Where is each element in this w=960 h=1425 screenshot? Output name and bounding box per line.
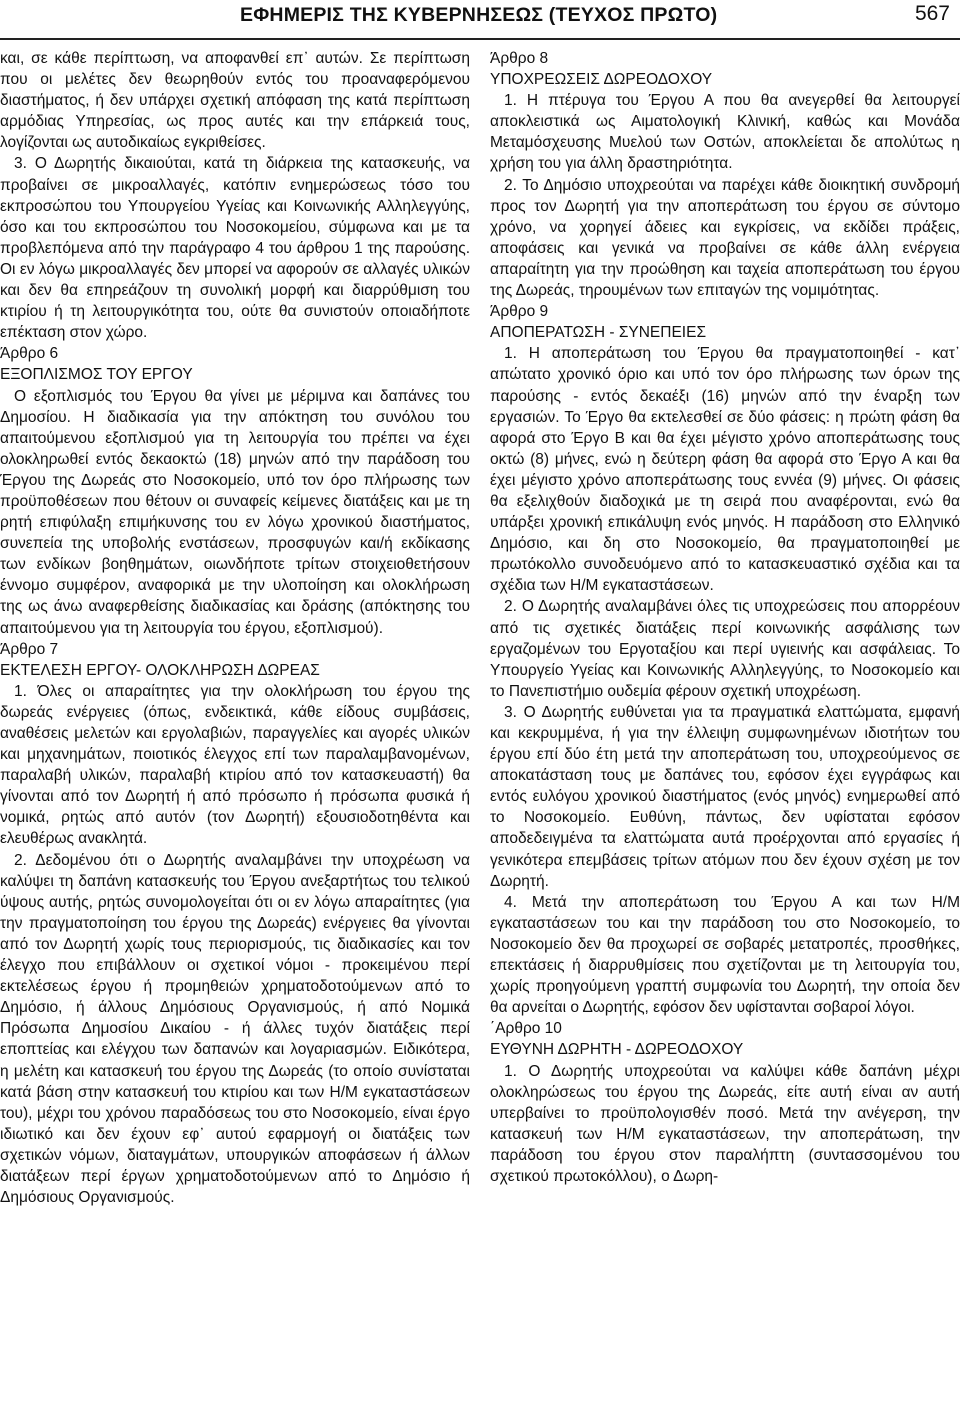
- paragraph: Ο εξοπλισμός του Έργου θα γίνει με μέριμνα και δαπάνες του Δημοσίου. Η διαδικασία για την απόκτηση του συνόλου του απαιτούμενου εξοπλισμού για τη λειτουργία του πρέπει να έχει ολοκληρωθεί εντός δεκαοκτώ (18) μηνών από την παράδοση του Έργου της Δωρεάς στο Νοσοκομείο, υπό τον όρο πλήρωσης των προϋποθέσεων που θέτουν οι συναφείς κείμενες διατάξεις και με τη ρητή επιφύλαξη επιμήκυνσης του εν λόγω χρονικού διαστήματος, συνεπεία της υποβολής ενστάσεων, προσφυγών και/ή εκδίκασης των ενδίκων βοηθημάτων, οιωνδήποτε τρίτων στοιχειοθετήσουν έννομο συμφέρον, αναφορικά με την υλοποίηση και ολοκλήρωση της ως άνω αναφερθείσης διαδικασίας και δράσης (απόκτησης του απαιτούμενου για τη λειτουργία του έργου, εξοπλισμού).: [0, 387, 470, 637]
- page-number: 567: [914, 2, 950, 25]
- page-header: [0, 0, 960, 40]
- article-7-title: ΕΚΤΕΛΕΣΗ ΕΡΓΟΥ- ΟΛΟΚΛΗΡΩΣΗ ΔΩΡΕΑΣ: [0, 661, 320, 679]
- paragraph: και, σε κάθε περίπτωση, να αποφανθεί επ᾽ αυτών. Σε περίπτωση που οι μελέτες δεν θεωρηθούν εντός του προαναφερόμενου διαστήματος, ή δεν υπάρχει σχετική απόφαση της κατά περίπτωση αρμόδιας Υπηρεσίας, ως προς αυτές και την επάρκειά τους, λογίζονται ως αυτοδικαίως εγκριθείσες.: [0, 50, 470, 152]
- left-column: [0, 48, 470, 1208]
- paragraph: 3. Ο Δωρητής ευθύνεται για τα πραγματικά ελαττώματα, εμφανή και κεκρυμμένα, ή για την έλλειψη συμφωνημένων ιδιοτήτων του έργου επί δύο έτη μετά την αποπεράτωση του, υποχρεούμενος σε αποκατάσταση τους με δαπάνες του, εφόσον έχει εγγράφως και εντός ευλόγου χρονικού διαστήματος (ενός μηνός) ενημερωθεί από το Νοσοκομείο. Ευθύνη, πάντως, δεν υφίσταται εφόσον αποδεδειγμένα τα ελαττώματα αυτά προέρχονται από εργασίες ή γενικότερα επεμβάσεις τρίτων ατόμων που δεν έχουν σχέση με τον Δωρητή.: [490, 703, 960, 890]
- paragraph: 1. Η αποπεράτωση του Έργου θα πραγματοποιηθεί - κατ᾽ απώτατο χρονικό όριο και υπό τον όρο πλήρωσης των όρων της παρούσης - εντός δεκαέξι (16) μηνών από την έναρξη των εργασιών. Το Έργο θα εκτελεσθεί σε δύο φάσεις: η πρώτη φάση θα αφορά στο Έργο Β και θα έχει μέγιστο χρόνο αποπεράτωσης τους οκτώ (8) μήνες, ενώ η δεύτερη φάση θα αφορά στο Έργο Α και θα έχει μέγιστο χρόνο αποπεράτωσης τους εννέα (9) μήνες. Οι φάσεις θα εξελιχθούν διαδοχικά με τη σειρά που αναφέρονται, ενώ θα υπάρξει χρονική επικάλυψη ενός μηνός. Η παράδοση στο Ελληνικό Δημόσιο, και δη στο Νοσοκομείο, θα πραγματοποιηθεί με πρωτόκολλο συνοδευόμενο από το κατασκευαστικό σχέδια και τα σχέδια των Η/Μ εγκαταστάσεων.: [490, 345, 960, 595]
- paragraph: 3. Ο Δωρητής δικαιούται, κατά τη διάρκεια της κατασκευής, να προβαίνει σε μικροαλλαγές, κατόπιν ενημερώσεως τόσο του εκπροσώπου του Υπουργείου Υγείας και Κοινωνικής Αλληλεγγύης, όσο και του εκπροσώπου του Νοσοκομείου, σύμφωνα και με τα προβλεπόμενα από την παράγραφο 4 του άρθρου 1 της παρούσης. Οι εν λόγω μικροαλλαγές δεν μπορεί να αφορούν σε αλλαγές υλικών και δεν θα επηρεάζουν τη συνολική μορφή και διαρρύθμιση του κτιρίου ή τη λειτουργικότητα του, ούτε θα συνιστούν οποιαδήποτε επέκταση στον χώρο.: [0, 155, 470, 342]
- paragraph: 2. Δεδομένου ότι ο Δωρητής αναλαμβάνει την υποχρέωση να καλύψει τη δαπάνη κατασκευής του Έργου ανεξαρτήτως του τελικού ύψους αυτής, ρητώς συνομολογείται ότι οι εν λόγω απαραίτητες (για την πραγματοποίηση του έργου της Δωρεάς) ενέργειες θα γίνονται από τον Δωρητή χωρίς τους περιορισμούς, τις διαδικασίες και τον έλεγχο που επιβάλλουν οι σχετικοί νόμοι - προκειμένου περί εκτελέσεως έργου ή προμηθειών χρηματοδοτούμενων από το Δημόσιο, ή άλλους Δημόσιους Οργανισμούς, ή από Νομικά Πρόσωπα Δημοσίου Δικαίου - ή άλλες τυχόν διατάξεις περί εποπτείας και ελέγχου των δαπανών και λογαριασμών. Ειδικότερα, η μελέτη και κατασκευή του έργου της Δωρεάς (το οποίο συνίσταται κατά βάση στην κατασκευή του κτιρίου και των Η/Μ εγκαταστάσεων του), μέχρι του χρόνου παραδόσεως του στο Νοσοκομείο, είναι έργο ιδιωτικό και δεν έχουν εφ᾽ αυτού εφαρμογή οι διατάξεις των σχετικών νόμων, διαταγμάτων, υπουργικών αποφάσεων ή άλλων διατάξεων περί έργων χρηματοδοτούμενων από το Δημόσιο ή Δημόσιους Οργανισμούς.: [0, 851, 470, 1207]
- article-6-title: ΕΞΟΠΛΙΣΜΟΣ ΤΟΥ ΕΡΓΟΥ: [0, 366, 193, 384]
- article-10-heading: ΄Αρθρο 10: [490, 1020, 562, 1038]
- paragraph: 1. Όλες οι απαραίτητες για την ολοκλήρωση του έργου της δωρεάς ενέργειες (όπως, ενδεικτικά, κάθε είδους συμβάσεις, αναθέσεις μελετών και εργολαβιών, παραγγελίες και αγορές υλικών και μηχανημάτων, ποιοτικός έλεγχος επί των παραλαμβανομένων, παραλαβή υλικών, παραλαβή κτιρίου από τον κατασκευαστή) θα γίνονται από τον Δωρητή ή από πρόσωπο ή πρόσωπα φυσικά ή νομικά, ρητώς από αυτόν (τον Δωρητή) εξουσιοδοτηθέντα και ελευθέρως ανακλητά.: [0, 682, 470, 848]
- article-9-title: ΑΠΟΠΕΡΑΤΩΣΗ - ΣΥΝΕΠΕΙΕΣ: [490, 324, 707, 342]
- article-10-title: ΕΥΘΥΝΗ ΔΩΡΗΤΗ - ΔΩΡΕΟΔΟΧΟΥ: [490, 1041, 744, 1059]
- paragraph: 1. Η πτέρυγα του Έργου Α που θα ανεγερθεί θα λειτουργεί αποκλειστικά ως Αιματολογική Κλινική, καθώς και Μονάδα Μεταμόσχευσης Μυελού των Οστών, αποκλείεται δε απολύτως η χρήση του για άλλη δραστηριότητα.: [490, 92, 960, 173]
- article-8-title: ΥΠΟΧΡΕΩΣΕΙΣ ΔΩΡΕΟΔΟΧΟΥ: [490, 71, 713, 89]
- article-7-heading: Άρθρο 7: [0, 640, 59, 658]
- paragraph: 2. Ο Δωρητής αναλαμβάνει όλες τις υποχρεώσεις που απορρέουν από τις σχετικές διατάξεις περί κοινωνικής ασφάλισης των εργαζομένων του Εργοταξίου και περί υγιεινής και ασφάλειας. Το Υπουργείο Υγείας και Κοινωνικής Αλληλεγγύης, το Νοσοκομείο και το Πανεπιστήμιο ουδεμία φέρουν σχετική υποχρέωση.: [490, 598, 960, 700]
- article-6-heading: Άρθρο 6: [0, 345, 59, 363]
- paragraph: 4. Μετά την αποπεράτωση του Έργου Α και των Η/Μ εγκαταστάσεων του και την παράδοση του στο Νοσοκομείο, το Νοσοκομείο δεν θα προχωρεί σε σοβαρές μετατροπές, προσθήκες, επεκτάσεις ή διαρρυθμίσεις που σχετίζονται με τη λειτουργία του, χωρίς προηγούμενη γραπτή συμφωνία του Δωρητή, την οποία δεν θα αρνείται ο Δωρητής, εφόσον δεν υφίστανται σοβαροί λόγοι.: [490, 893, 960, 1017]
- paragraph: 2. Το Δημόσιο υποχρεούται να παρέχει κάθε διοικητική συνδρομή προς τον Δωρητή για την αποπεράτωση του έργου σε σύντομο χρόνο, να χορηγεί άδειες και εγκρίσεις, να εκδίδει πράξεις, αποφάσεις και γενικά να προβαίνει σε κάθε άλλη ενέργεια απαραίτητη για την προώθηση και ταχεία αποπεράτωση του έργου της Δωρεάς, τηρουμένων των επιταγών της νομιμότητας.: [490, 176, 960, 300]
- paragraph: 1. Ο Δωρητής υποχρεούται να καλύψει κάθε δαπάνη μέχρι ολοκληρώσεως του έργου της Δωρεάς, είτε αυτή είναι αν αυτή υπερβαίνει το προϋπολογισθέν ποσό. Μετά την ανέγερση, την κατασκευή των Η/Μ εγκαταστάσεων, την αποπεράτωση, την παράδοση του έργου στον παραλήπτη (συντασσομένου του σχετικού πρωτοκόλλου), ο Δωρη-: [490, 1062, 960, 1185]
- gazette-title: ΕΦΗΜΕΡΙΣ ΤΗΣ ΚΥΒΕΡΝΗΣΕΩΣ (ΤΕΥΧΟΣ ΠΡΩΤΟ): [240, 4, 718, 26]
- article-8-heading: Άρθρο 8: [490, 50, 549, 67]
- right-column: [490, 48, 960, 1187]
- article-9-heading: Άρθρο 9: [490, 303, 549, 321]
